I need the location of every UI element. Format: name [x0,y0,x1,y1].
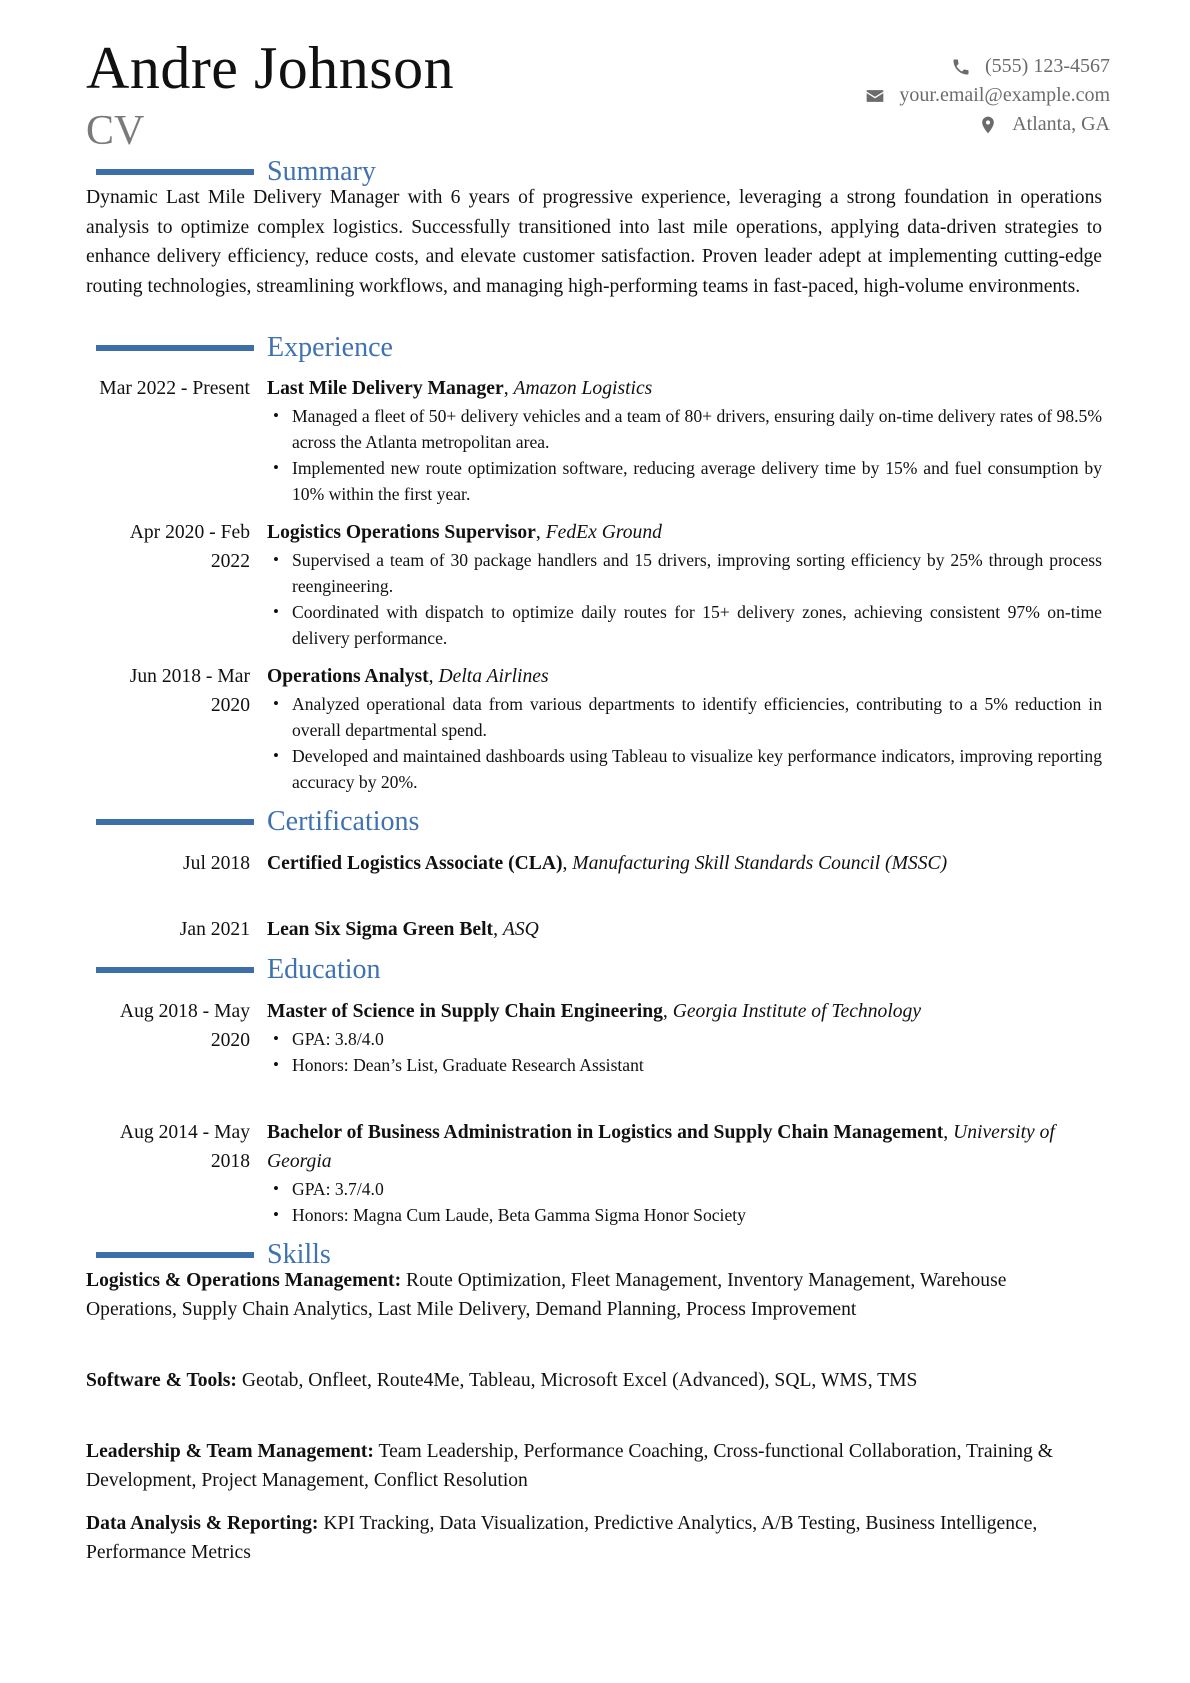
bullet-item: • Supervised a team of 30 package handlers and 15 drivers, improving sorting efficiency by 25% through process reengineering. [267,547,1102,599]
contact-phone[interactable] [865,52,1110,81]
entry-bullets [267,403,1102,507]
entry-heading: Certified Logistics Associate (CLA), Manufacturing Skill Standards Council (MSSC) [267,853,948,874]
section-certifications-heading [96,805,1096,839]
experience-entry [86,662,1102,795]
skill-list: Team Leadership, Performance Coaching, Cross-functional Collaboration, Training & Development, Project Management, Conflict Resolution [86,1441,1053,1491]
skill-list: KPI Tracking, Data Visualization, Predictive Analytics, A/B Testing, Business Intelligence, Performance Metrics [86,1513,1038,1563]
entry-bullets [267,1026,1102,1078]
entry-organization: ASQ [502,919,539,940]
skill-list: Geotab, Onfleet, Route4Me, Tableau, Microsoft Excel (Advanced), SQL, WMS, TMS [241,1370,918,1391]
bullet-item: • Developed and maintained dashboards using Tableau to visualize key performance indicators, improving reporting accuracy by 20%. [267,743,1102,795]
document-subtitle: CV [86,108,145,154]
entry-heading: Bachelor of Business Administration in Logistics and Supply Chain Management, University of Georgia [267,1122,1055,1172]
entry-title: Operations Analyst [267,666,429,687]
entry-heading: Last Mile Delivery Manager, Amazon Logistics [267,378,653,399]
section-accent-bar [96,345,254,351]
skill-category: Leadership & Team Management: [86,1441,374,1462]
entry-organization: University of Georgia [267,1122,1055,1172]
entry-date: Mar 2022 - Present [99,378,250,399]
entry-date: Jun 2018 - Mar 2020 [129,666,250,716]
contact-email[interactable] [865,81,1110,110]
entry-bullets [267,547,1102,651]
experience-entry [86,518,1102,651]
entry-organization: Delta Airlines [438,666,549,687]
skill-category: Logistics & Operations Management: [86,1270,402,1291]
entry-date: Apr 2020 - Feb 2022 [129,522,250,572]
skill-row [86,1437,1102,1495]
bullet-item: • Managed a fleet of 50+ delivery vehicles and a team of 80+ drivers, ensuring daily on-time delivery rates of 98.5% across the Atlanta metropolitan area. [267,403,1102,455]
entry-title: Master of Science in Supply Chain Engineering [267,1001,663,1022]
entry-date: Jul 2018 [183,853,250,874]
entry-title: Logistics Operations Supervisor [267,522,536,543]
section-accent-bar [96,169,254,175]
section-title: Certifications [267,806,420,837]
entry-organization: Amazon Logistics [513,378,653,399]
entry-title: Last Mile Delivery Manager [267,378,504,399]
section-title: Skills [267,1239,331,1270]
phone-icon [951,57,971,77]
bullet-item: • GPA: 3.7/4.0 [267,1176,1102,1202]
skill-row [86,1266,1102,1324]
section-accent-bar [96,967,254,973]
skill-list: Route Optimization, Fleet Management, Inventory Management, Warehouse Operations, Supply Chain Analytics, Last Mile Delivery, Demand Planning, Process Improvement [86,1270,1007,1320]
entry-title: Bachelor of Business Administration in Logistics and Supply Chain Management [267,1122,944,1143]
skill-category: Data Analysis & Reporting: [86,1513,319,1534]
bullet-item: • GPA: 3.8/4.0 [267,1026,1102,1052]
entry-bullets [267,1176,1102,1228]
contact-block [865,52,1110,139]
summary-text: Dynamic Last Mile Delivery Manager with 6 years of progressive experience, leveraging a strong foundation in operations analysis to optimize complex logistics. Successfully transitioned into last mile operations, applying data-driven strategies to enhance delivery efficiency, reduce costs, and elevate customer satisfaction. Proven leader adept at implementing cutting-edge routing technologies, streamlining workflows, and managing high-performing teams in fast-paced, high-volume environments. [86,187,1102,297]
location-text: Atlanta, GA [1012,113,1110,135]
entry-organization: Manufacturing Skill Standards Council (MSSC) [572,853,948,874]
bullet-item: • Analyzed operational data from various departments to identify efficiencies, contributing to a 5% reduction in overall departmental spend. [267,691,1102,743]
entry-heading: Operations Analyst, Delta Airlines [267,666,549,687]
entry-title: Lean Six Sigma Green Belt [267,919,494,940]
section-accent-bar [96,819,254,825]
certification-entry [86,849,1102,878]
bullet-item: • Coordinated with dispatch to optimize daily routes for 15+ delivery zones, achieving consistent 97% on-time delivery performance. [267,599,1102,651]
certification-entry [86,915,1102,944]
education-entry [86,1118,1102,1228]
bullet-item: • Honors: Magna Cum Laude, Beta Gamma Sigma Honor Society [267,1202,1102,1228]
experience-entry [86,374,1102,507]
entry-date: Aug 2014 - May 2018 [119,1122,250,1172]
section-experience-heading [96,331,1096,365]
skill-row [86,1366,1102,1395]
entry-title: Certified Logistics Associate (CLA) [267,853,563,874]
education-entry [86,997,1102,1078]
map-marker-icon [978,115,998,135]
entry-organization: FedEx Ground [545,522,662,543]
skill-row [86,1509,1102,1567]
skill-category: Software & Tools: [86,1370,237,1391]
email-text: your.email@example.com [899,84,1110,106]
entry-heading: Master of Science in Supply Chain Engineering, Georgia Institute of Technology [267,1001,922,1022]
bullet-item: • Honors: Dean’s List, Graduate Research Assistant [267,1052,1102,1078]
entry-organization: Georgia Institute of Technology [672,1001,922,1022]
section-title: Education [267,954,381,985]
bullet-item: • Implemented new route optimization software, reducing average delivery time by 15% and fuel consumption by 10% within the first year. [267,455,1102,507]
section-title: Experience [267,332,393,363]
entry-heading: Lean Six Sigma Green Belt, ASQ [267,919,539,940]
entry-bullets [267,691,1102,795]
entry-date: Jan 2021 [179,919,250,940]
entry-heading: Logistics Operations Supervisor, FedEx Ground [267,522,662,543]
section-title: Summary [267,156,376,187]
section-education-heading [96,953,1096,987]
phone-text: (555) 123-4567 [985,55,1110,77]
person-name: Andre Johnson [86,35,455,101]
entry-date: Aug 2018 - May 2020 [119,1001,250,1051]
contact-location [865,110,1110,139]
section-accent-bar [96,1252,254,1258]
envelope-icon [865,86,885,106]
